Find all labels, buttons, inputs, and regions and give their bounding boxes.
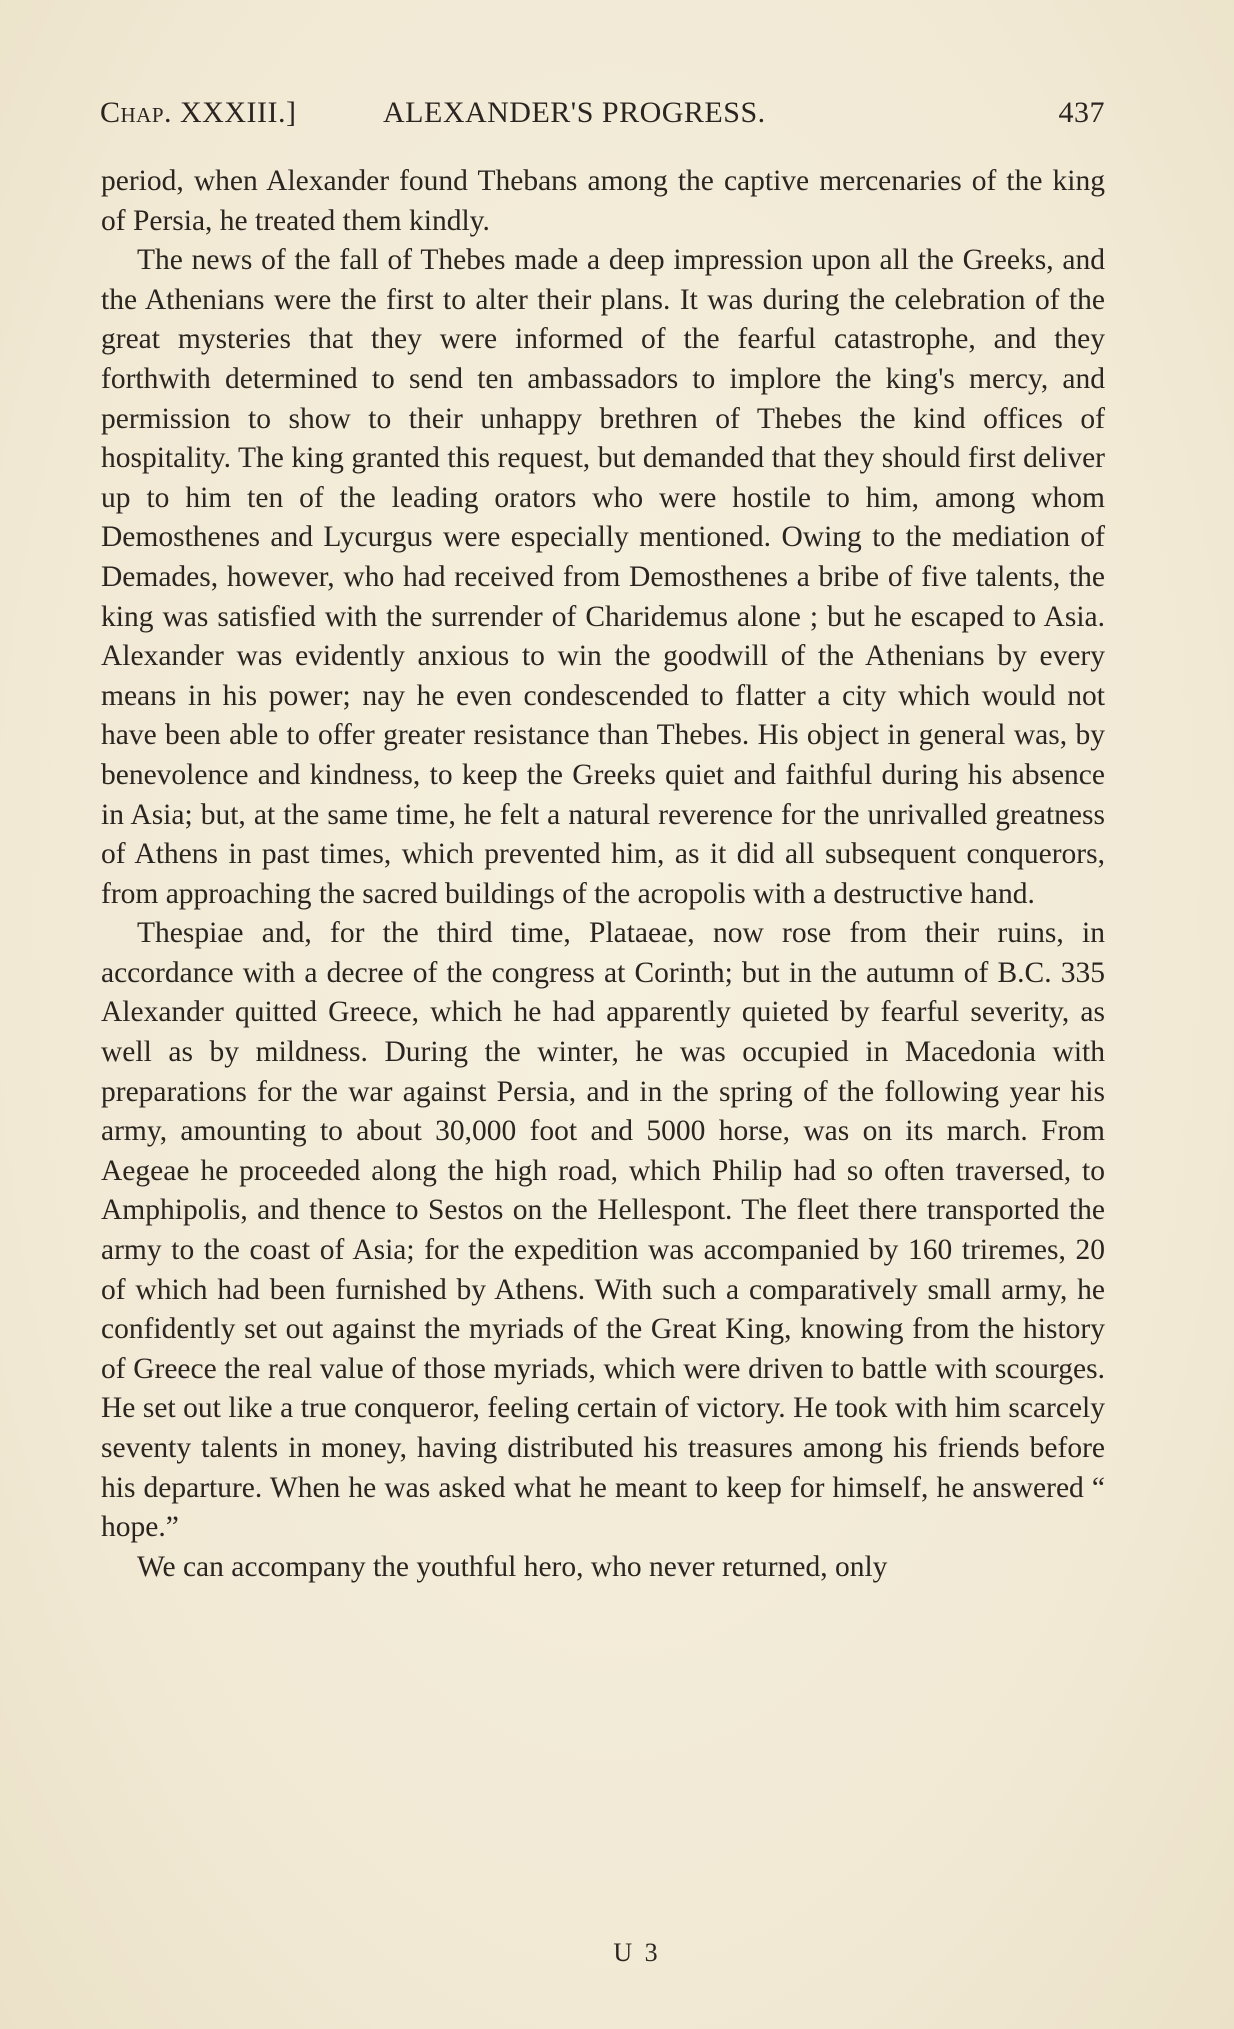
page-number: 437	[1058, 96, 1105, 129]
paragraph-continued: period, when Alexander found Thebans among the captive mercenaries of the king of Persia, he treated them kindly.	[101, 165, 1105, 237]
paragraph: We can accompany the youthful hero, who never returned, only	[137, 1550, 888, 1583]
signature-mark: U 3	[613, 1938, 661, 1967]
chapter-label: Chap. XXXIII.]	[100, 96, 297, 129]
body-text	[101, 162, 1105, 1587]
paragraph: The news of the fall of Thebes made a deep impression upon all the Greeks, and the Athenians were the first to alter their plans. It was during the celebration of the great mysteries that they were informed of the fearful catastrophe, and they forthwith determined to send ten ambassadors to implore the king's mercy, and permission to show to their unhappy brethren of Thebes the kind offices of hospitality. The king granted this request, but demanded that they should first deliver up to him ten of the leading orators who were hostile to him, among whom Demosthenes and Lycurgus were especially mentioned. Owing to the mediation of Demades, however, who had received from Demosthenes a bribe of five talents, the king was satisfied with the surrender of Charidemus alone ; but he escaped to Asia. Alexander was evidently anxious to win the goodwill of the Athenians by every means in his power; nay he even condescended to flatter a city which would not have been able to offer greater resistance than Thebes. His object in general was, by benevolence and kindness, to keep the Greeks quiet and faithful during his absence in Asia; but, at the same time, he felt a natural reverence for the unrivalled greatness of Athens in past times, which prevented him, as it did all subsequent conquerors, from approaching the sacred buildings of the acropolis with a destructive hand.	[101, 244, 1105, 910]
running-header	[100, 96, 1105, 136]
paragraph: Thespiae and, for the third time, Plataeae, now rose from their ruins, in accordance with a decree of the congress at Corinth; but in the autumn of B.C. 335 Alexander quitted Greece, which he had apparently quieted by fearful severity, as well as by mildness. During the winter, he was occupied in Macedonia with preparations for the war against Persia, and in the spring of the following year his army, amounting to about 30,000 foot and 5000 horse, was on its march. From Aegeae he proceeded along the high road, which Philip had so often traversed, to Amphipolis, and thence to Sestos on the Hellespont. The fleet there transported the army to the coast of Asia; for the expedition was accompanied by 160 triremes, 20 of which had been furnished by Athens. With such a comparatively small army, he confidently set out against the myriads of the Great King, knowing from the history of Greece the real value of those myriads, which were driven to battle with scourges. He set out like a true conqueror, feeling certain of victory. He took with him scarcely seventy talents in money, having distributed his treasures among his friends before his departure. When he was asked what he meant to keep for himself, he answered “ hope.”	[101, 917, 1105, 1544]
running-title: ALEXANDER'S PROGRESS.	[383, 96, 766, 129]
